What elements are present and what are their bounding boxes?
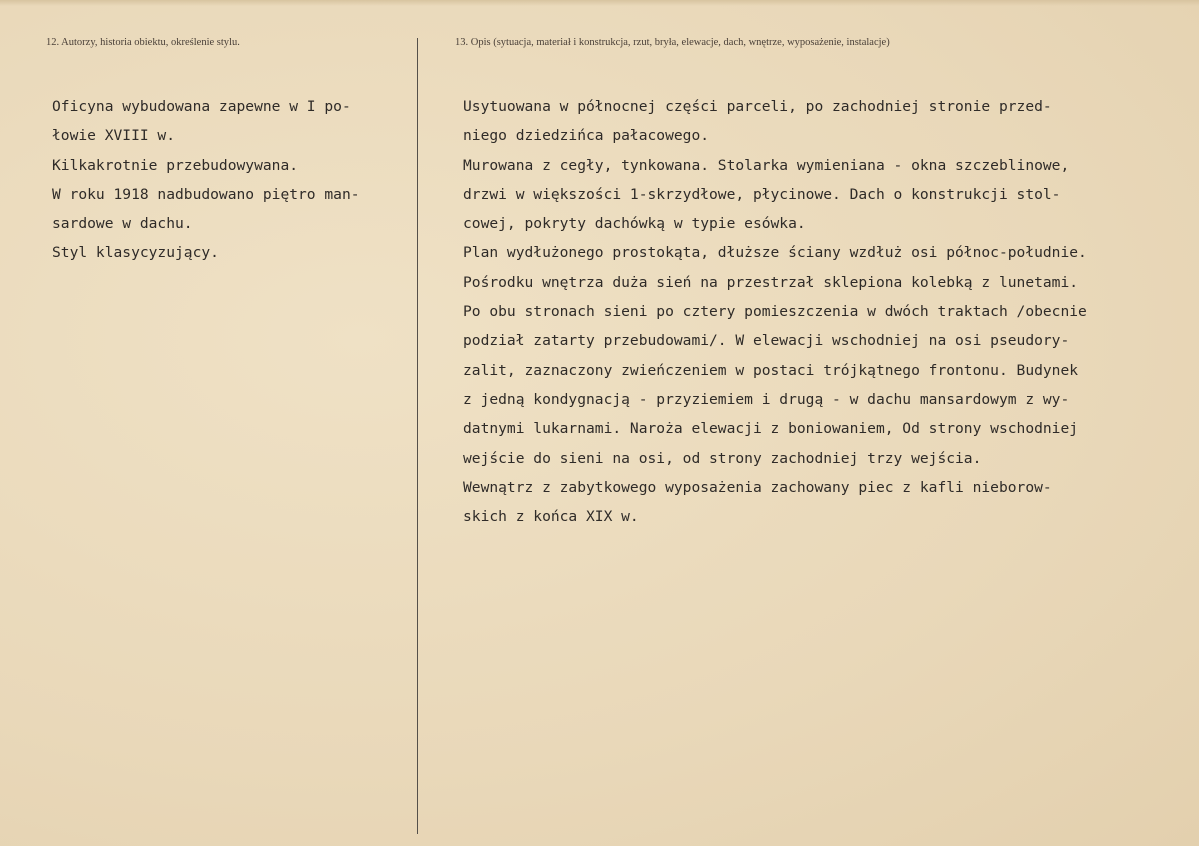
description-line: z jedną kondygnacją - przyziemiem i drugą - w dachu mansardowym z wy- — [463, 390, 1070, 408]
paper-edge — [0, 0, 1199, 6]
description-line: Wewnątrz z zabytkowego wyposażenia zachowany piec z kafli nieborow- — [463, 478, 1052, 496]
column-divider — [417, 38, 418, 834]
history-line: łowie XVIII w. — [52, 127, 176, 145]
description-text — [463, 92, 1193, 531]
description-line: podział zatarty przebudowami/. W elewacji wschodniej na osi pseudory- — [463, 332, 1070, 350]
history-line: Styl klasycyzujący. — [52, 244, 219, 262]
history-line: Kilkakrotnie przebudowywana. — [52, 156, 299, 174]
history-line: sardowe w dachu. — [52, 215, 193, 233]
description-line: wejście do sieni na osi, od strony zachodniej trzy wejścia. — [463, 449, 982, 467]
description-line: skich z końca XIX w. — [463, 508, 639, 526]
section-13-header: 13. Opis (sytuacja, materiał i konstrukcja, rzut, bryła, elewacje, dach, wnętrze, wyposażenie, instalacje) — [455, 37, 890, 48]
section-12-header: 12. Autorzy, historia obiektu, określenie stylu. — [46, 37, 240, 48]
description-line: drzwi w większości 1-skrzydłowe, płycinowe. Dach o konstrukcji stol- — [463, 185, 1061, 203]
history-text — [52, 92, 412, 268]
description-line: zalit, zaznaczony zwieńczeniem w postaci trójkątnego frontonu. Budynek — [463, 361, 1079, 379]
description-line: Po obu stronach sieni po cztery pomieszczenia w dwóch traktach /obecnie — [463, 303, 1087, 321]
description-line: Pośrodku wnętrza duża sień na przestrzał sklepiona kolebką z lunetami. — [463, 273, 1079, 291]
description-line: Murowana z cegły, tynkowana. Stolarka wymieniana - okna szczeblinowe, — [463, 156, 1070, 174]
description-line: niego dziedzińca pałacowego. — [463, 127, 710, 145]
description-line: cowej, pokryty dachówką w typie esówka. — [463, 215, 806, 233]
description-line: Plan wydłużonego prostokąta, dłuższe ściany wzdłuż osi północ-południe. — [463, 244, 1087, 262]
description-line: Usytuowana w północnej części parceli, po zachodniej stronie przed- — [463, 98, 1052, 115]
history-line: Oficyna wybudowana zapewne w I po- — [52, 98, 351, 115]
description-line: datnymi lukarnami. Naroża elewacji z boniowaniem, Od strony wschodniej — [463, 420, 1079, 438]
history-line: W roku 1918 nadbudowano piętro man- — [52, 185, 360, 203]
